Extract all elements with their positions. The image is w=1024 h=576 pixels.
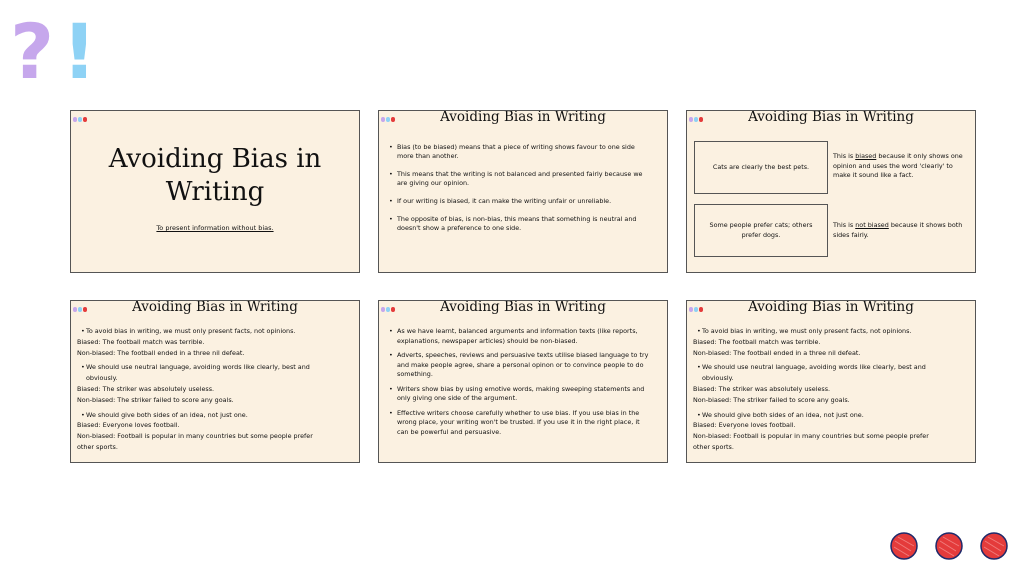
non-biased-example: Non-biased: The football ended in a three nil defeat. (77, 348, 245, 357)
bullet-item: • To avoid bias in writing, we must only present facts, not opinions. (77, 326, 329, 337)
red-dot-icon (936, 533, 962, 559)
bullet-list (389, 327, 653, 442)
bullet-item: • To avoid bias in writing, we must only present facts, not opinions. (693, 326, 945, 337)
bullet-item: • If our writing is biased, it can make the writing unfair or unreliable. (389, 197, 653, 206)
examples-text (693, 326, 945, 453)
explanation-pre: This is (833, 152, 856, 160)
example-text: Cats are clearly the best pets. (712, 162, 810, 171)
non-biased-example: Non-biased: Football is popular in many countries but some people prefer other sports. (693, 432, 929, 451)
biased-example: Biased: Everyone loves football. (77, 421, 180, 430)
explanation-keyword: biased (855, 152, 877, 160)
example-box (694, 141, 828, 194)
exclamation-mark-glyph: ! (62, 7, 97, 86)
bullet-item: • We should use neutral language, avoiding words like clearly, best and obviously. (77, 362, 329, 384)
bullet-item: • Effective writers choose carefully whether to use bias. If you use bias in the wrong place, your writing won't be trusted. If you use it in the right place, it can be powerful and persuasive. (389, 409, 653, 438)
biased-example: Biased: The football match was terrible. (693, 337, 821, 346)
red-dots-decoration (889, 531, 1014, 561)
bullet-item: • Bias (to be biased) means that a piece of writing shows favour to one side more than another. (389, 143, 653, 161)
slide-thumbnail-4[interactable] (70, 300, 360, 463)
title-line: Avoiding Bias in (108, 144, 322, 174)
bullet-list (389, 143, 653, 242)
slide-subtitle: To present information without bias. (156, 224, 274, 232)
non-biased-example: Non-biased: The striker failed to score any goals. (693, 395, 850, 404)
red-dot-icon (891, 533, 917, 559)
bullet-item: • Adverts, speeches, reviews and persuasive texts utilise biased language to try and make people agree, share a personal opinon or to convince people to do something. (389, 351, 653, 380)
biased-example: Biased: Everyone loves football. (693, 421, 796, 430)
bullet-item: • Writers show bias by using emotive words, making sweeping statements and only giving one side of the argument. (389, 385, 653, 404)
slide-title (71, 143, 359, 209)
bullet-item: • We should give both sides of an idea, not just one. (77, 410, 329, 421)
biased-example: Biased: The football match was terrible. (77, 337, 205, 346)
bullet-item: • The opposite of bias, is non-bias, this means that something is neutral and doesn't show a preference to one side. (389, 215, 653, 233)
bullet-item: • We should give both sides of an idea, not just one. (693, 410, 945, 421)
red-dot-icon (981, 533, 1007, 559)
slide-thumbnail-5[interactable] (378, 300, 668, 463)
bullet-item: • As we have learnt, balanced arguments and information texts (like reports, explanations, newspaper articles) should be non-biased. (389, 327, 653, 346)
slide-title: Avoiding Bias in Writing (440, 300, 606, 315)
explanation-keyword: not biased (855, 221, 889, 229)
publisher-logo-icon (73, 113, 103, 123)
example-text: Some people prefer cats; others prefer dogs. (709, 221, 813, 239)
question-exclamation-logo (10, 6, 100, 86)
bullet-item: • This means that the writing is not balanced and presented fairly because we are giving our opinion. (389, 170, 653, 188)
explanation-text (833, 152, 967, 181)
slide-thumbnail-2[interactable] (378, 110, 668, 273)
slide-title: Avoiding Bias in Writing (132, 300, 298, 315)
explanation-pre: This is (833, 221, 856, 229)
slide-title: Avoiding Bias in Writing (748, 110, 914, 125)
examples-text (77, 326, 329, 453)
bullet-item: • We should use neutral language, avoiding words like clearly, best and obviously. (693, 362, 945, 384)
slide-thumbnail-3[interactable] (686, 110, 976, 273)
explanation-text (833, 221, 967, 240)
slide-thumbnail-6[interactable] (686, 300, 976, 463)
slide-thumbnail-1[interactable] (70, 110, 360, 273)
explanation-post: because it only shows one opinion and uses the word 'clearly' to make it sound like a fact. (833, 152, 963, 179)
biased-example: Biased: The striker was absolutely useless. (693, 384, 831, 393)
explanation-post: because it shows both sides fairly. (833, 221, 963, 239)
non-biased-example: Non-biased: Football is popular in many countries but some people prefer other sports. (77, 432, 313, 451)
non-biased-example: Non-biased: The striker failed to score any goals. (77, 395, 234, 404)
slide-title: Avoiding Bias in Writing (440, 110, 606, 125)
question-mark-glyph: ? (10, 7, 55, 86)
title-line: Writing (165, 177, 265, 207)
non-biased-example: Non-biased: The football ended in a three nil defeat. (693, 348, 861, 357)
biased-example: Biased: The striker was absolutely useless. (77, 384, 215, 393)
example-box (694, 204, 828, 257)
slide-title: Avoiding Bias in Writing (748, 300, 914, 315)
